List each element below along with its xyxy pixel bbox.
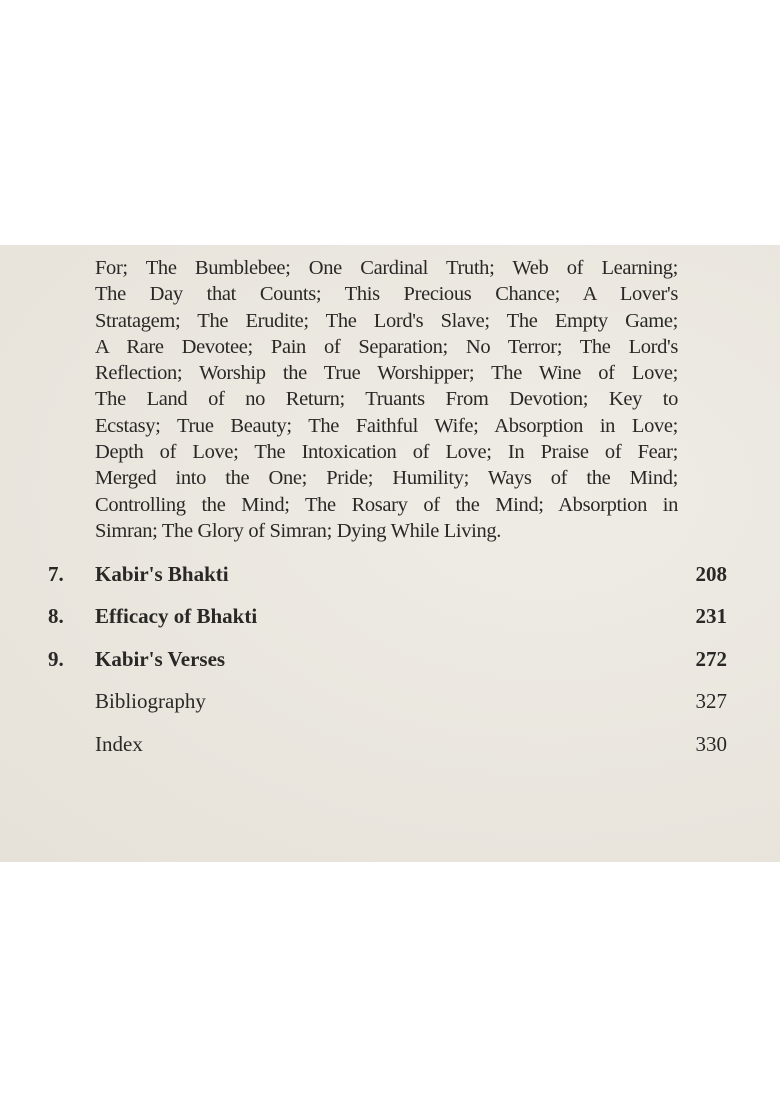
chapter-number: 7.: [48, 562, 64, 586]
toc-entry-kabirs-bhakti: [0, 559, 780, 589]
book-page: [0, 245, 780, 862]
page-number: 231: [695, 604, 727, 628]
text-line: Depth of Love; The Intoxication of Love; In Praise of Fear;: [95, 441, 678, 464]
toc-entry-bibliography: [0, 686, 780, 716]
chapter-number: 8.: [48, 604, 64, 628]
text-line: Simran; The Glory of Simran; Dying While Living.: [95, 519, 502, 542]
page-number: 330: [695, 732, 727, 756]
text-line: A Rare Devotee; Pain of Separation; No Terror; The Lord's: [95, 335, 678, 358]
text-line: Stratagem; The Erudite; The Lord's Slave; The Empty Game;: [95, 309, 678, 332]
chapter-number: 9.: [48, 647, 64, 671]
chapter-title: Efficacy of Bhakti: [95, 604, 258, 628]
section-title: Index: [95, 732, 143, 756]
text-line: The Land of no Return; Truants From Devotion; Key to: [95, 388, 678, 411]
text-line: For; The Bumblebee; One Cardinal Truth; Web of Learning;: [95, 257, 678, 279]
chapter-6-subtopics: [95, 255, 678, 544]
text-line: Ecstasy; True Beauty; The Faithful Wife; Absorption in Love;: [95, 414, 678, 437]
toc-entry-efficacy-of-bhakti: [0, 601, 780, 631]
page-number: 208: [695, 562, 727, 586]
toc-entry-kabirs-verses: [0, 644, 780, 674]
chapter-title: Kabir's Bhakti: [95, 562, 229, 586]
text-line: The Day that Counts; This Precious Chance; A Lover's: [95, 283, 678, 306]
text-line: Reflection; Worship the True Worshipper; The Wine of Love;: [95, 362, 678, 385]
page-number: 327: [695, 689, 727, 713]
section-title: Bibliography: [95, 689, 206, 713]
toc-entry-index: [0, 729, 780, 759]
text-line: Controlling the Mind; The Rosary of the Mind; Absorption in: [95, 493, 678, 516]
chapter-title: Kabir's Verses: [95, 647, 226, 671]
text-line: Merged into the One; Pride; Humility; Ways of the Mind;: [95, 467, 678, 490]
page-number: 272: [695, 647, 727, 671]
